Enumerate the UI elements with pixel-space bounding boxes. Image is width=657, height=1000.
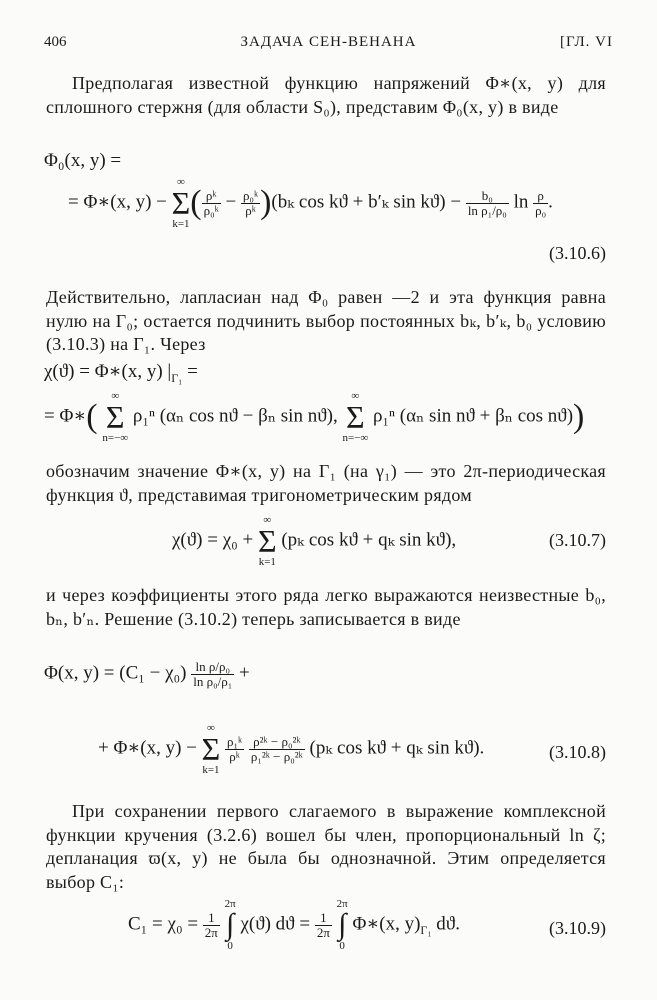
formula-3-10-6: = Φ∗(x, y) − ∞ Σ k=1 ( $\frac{\text{ρᵏ}}{\text{ρ₀ᵏ}}$ − $\frac{\text{ρ₀ᵏ}}{\text{ρᵏ}}$ )(bₖ cos kϑ + b′ₖ sin kϑ) − $\frac{\text{b₀}}{\text{ln ρ₁/ρ₀}}$ ln $\frac{\rho}{\text{ρ₀}}$ . [68, 176, 553, 230]
sum-operator: ∞ Σ k=1 [201, 722, 221, 776]
formula-chi-series: = Φ∗( ∞ Σ n=−∞ ρ₁ⁿ (αₙ cos nϑ − βₙ sin nϑ), ∞ Σ n=−∞ ρ₁ⁿ (αₙ sin nϑ + βₙ cos nϑ)) [44, 390, 585, 444]
formula-line: Φ₀(x, y) = [44, 150, 122, 171]
integral-operator: 2π ∫ 0 [336, 898, 348, 952]
fraction: $\frac{\text{b₀}}{\text{ln ρ₁/ρ₀}}$ [467, 187, 507, 218]
paragraph-3 [46, 460, 606, 507]
formula-3-10-9: C₁ = χ₀ = $\frac{1}{2\pi}$ 2π ∫ 0 χ(ϑ) dϑ = $\frac{1}{2\pi}$ 2π ∫ 0 Φ∗(x, $y)_{\Gamma_1}$ dϑ. [128, 898, 460, 952]
fraction: $\frac{\text{ρ₀ᵏ}}{\text{ρᵏ}}$ [242, 187, 259, 218]
fraction: $\frac{1}{2\pi}$ [316, 909, 330, 940]
paragraph-text: Действительно, лапласиан над Φ₀ равен —2 и эта функция равна нулю на Γ₀; остается подчинить выбор постоянных bₖ, b′ₖ, b₀ условию (3.10.3) на Γ₁. Через [46, 287, 606, 354]
equation-number: (3.10.6) [549, 243, 606, 263]
page-number: 406 [44, 34, 67, 50]
paragraph-text: При сохранении первого слагаемого в выражение комплексной функции кручения (3.2.6) вошел бы член, пропорциональный ln ζ; депланация ϖ(x, y) не была бы однозначной. Этим определяется выбор C₁: [46, 801, 606, 892]
sum-operator: ∞ Σ k=1 [171, 176, 191, 230]
paragraph-text: Предполагая известной функцию напряжений Φ∗(x, y) для сплошного стержня (для области S₀), представим Φ₀(x, y) в виде [46, 73, 606, 117]
equation-number: (3.10.7) [549, 530, 606, 550]
sum-operator: ∞ Σ n=−∞ [102, 390, 129, 444]
running-title: ЗАДАЧА СЕН-ВЕНАНА [240, 34, 417, 50]
sum-operator: ∞ Σ n=−∞ [342, 390, 369, 444]
integral-operator: 2π ∫ 0 [224, 898, 236, 952]
fraction: $\frac{1}{2\pi}$ [204, 909, 218, 940]
equation-number: (3.10.9) [549, 918, 606, 938]
chapter-label: [ГЛ. VI [559, 34, 613, 50]
paragraph-4 [46, 584, 606, 631]
formula-3-10-8-line1: Φ(x, y) = (C₁ − χ₀) $\frac{\text{ln ρ/ρ₀}}{\text{ln ρ₀/ρ₁}}$ + [44, 659, 250, 689]
paragraph-text: и через коэффициенты этого ряда легко выражаются неизвестные b₀, bₙ, b′ₙ. Решение (3.10.2) теперь записывается в виде [46, 585, 606, 629]
fraction: $\frac{\text{ρ²ᵏ − ρ₀²ᵏ}}{\text{ρ₁²ᵏ − ρ₀²ᵏ}}$ [250, 733, 303, 764]
fraction: $\frac{\text{ρᵏ}}{\text{ρ₀ᵏ}}$ [203, 187, 219, 218]
equation-number: (3.10.8) [549, 742, 606, 762]
paragraph-1 [46, 72, 606, 119]
fraction: $\frac{\text{ρ₁ᵏ}}{\text{ρᵏ}}$ [227, 733, 243, 764]
formula-3-10-7: χ(ϑ) = χ₀ + ∞ Σ k=1 (pₖ cos kϑ + qₖ sin kϑ), [172, 514, 457, 568]
fraction: $\frac{\text{ln ρ/ρ₀}}{\text{ln ρ₀/ρ₁}}$ [193, 659, 233, 689]
sum-operator: ∞ Σ k=1 [257, 514, 277, 568]
paragraph-text: обозначим значение Φ∗(x, y) на Γ₁ (на γ₁) — это 2π-периодическая функция ϑ, представимая тригонометрическим рядом [46, 461, 606, 505]
formula-chi-def: χ(ϑ) = Φ∗(x, y) $|_{\Gamma_1}$ = [44, 361, 198, 385]
paragraph-2 [46, 286, 606, 357]
fraction: $\frac{\rho}{\text{ρ₀}}$ [535, 187, 547, 218]
paragraph-5 [46, 800, 606, 894]
formula-3-10-8-line2: + Φ∗(x, y) − ∞ Σ k=1 $\frac{\text{ρ₁ᵏ}}{\text{ρᵏ}}$ $\frac{\text{ρ²ᵏ − ρ₀²ᵏ}}{\text{ρ₁²ᵏ − ρ₀²ᵏ}}$ (pₖ cos kϑ + qₖ sin kϑ). [98, 722, 485, 776]
page-header [44, 34, 613, 56]
